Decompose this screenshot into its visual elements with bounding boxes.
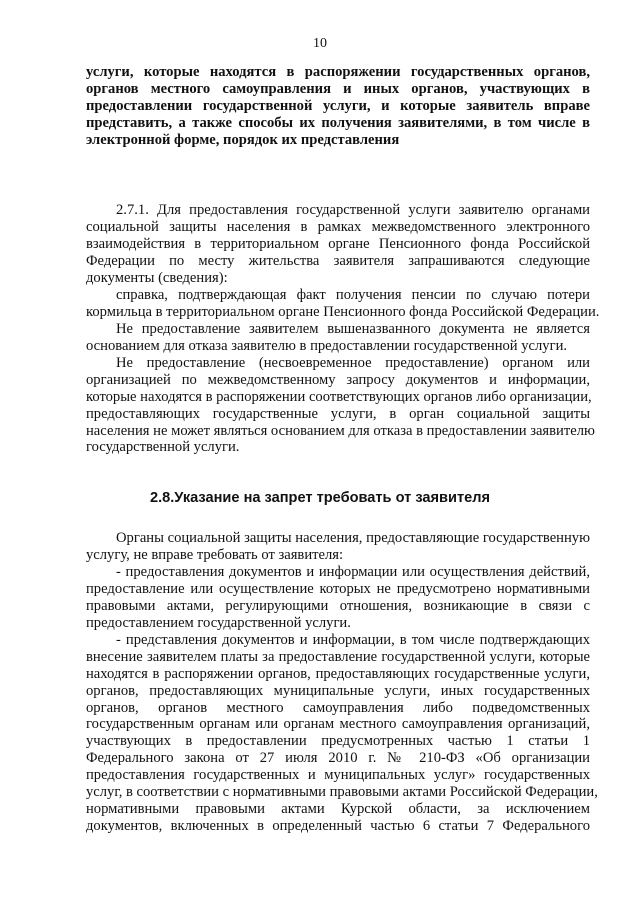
text-line: взаимодействия в территориальном органе Пенсионного фонда Российской: [86, 235, 590, 252]
text-line: нормативными правовыми актами Курской области, за исключением: [86, 800, 590, 817]
list-item-2-8-2: [86, 632, 598, 835]
text-line: органов местного самоуправления и иных органов, участвующих в: [86, 80, 590, 97]
text-line: предоставляющих государственные услуги, в орган социальной защиты: [86, 405, 590, 422]
section-heading-2-8: 2.8.Указание на запрет требовать от заявителя: [149, 490, 491, 506]
text-line: услуги, которые находятся в распоряжении государственных органов,: [86, 64, 590, 80]
text-line: представить, а также способы их получения заявителями, в том числе в: [86, 114, 590, 131]
text-line: документов, включенных в определенный частью 6 статьи 7 Федерального: [86, 817, 590, 834]
text-line: - предоставления документов и информации или осуществления действий,: [116, 564, 590, 580]
text-line: организацией по межведомственному запросу документов и информации,: [86, 371, 590, 388]
text-line: Органы социальной защиты населения, предоставляющие государственную: [116, 530, 590, 546]
text-line: основанием для отказа заявителю в предоставлении государственной услуги.: [86, 337, 568, 354]
text-line: социальной защиты населения в рамках межведомственного электронного: [86, 218, 590, 235]
text-line: Не предоставление заявителем вышеназванного документа не является: [116, 321, 590, 337]
paragraph-not-grounds-1: [86, 321, 590, 355]
paragraph-required-document: [86, 287, 600, 321]
text-line: Федерального закона от 27 июля 2010 г. № 210-ФЗ «Об организации: [86, 750, 590, 767]
text-line: предоставлении государственной услуги, и которые заявитель вправе: [86, 97, 590, 114]
text-line: правовыми актами, регулирующими отношения, возникающие в связи с: [86, 597, 590, 614]
list-item-2-8-1: [86, 564, 590, 632]
text-line: предоставление или осуществление которых не предусмотрено нормативными: [86, 580, 590, 597]
text-line: внесение заявителем платы за предоставление государственной услуги, которые: [86, 648, 590, 665]
text-line: 2.7.1. Для предоставления государственной услуги заявителю органами: [116, 202, 590, 218]
paragraph-2-7-1: [86, 202, 590, 286]
text-line: Не предоставление (несвоевременное предоставление) органом или: [116, 355, 590, 371]
text-line: находятся в распоряжении органов, предоставляющих государственные услуги,: [86, 665, 590, 682]
text-line: электронной форме, порядок их представления: [86, 131, 400, 148]
text-line: органов, органов местного самоуправления либо подведомственных: [86, 699, 590, 716]
text-line: участвующих в предоставлении предусмотренных частью 1 статьи 1: [86, 733, 590, 750]
text-line: услуг, в соответствии с нормативными правовыми актами Российской Федерации,: [86, 784, 598, 801]
text-line: органов, предоставляющих муниципальные услуги, иных государственных: [86, 682, 590, 699]
text-line: справка, подтверждающая факт получения пенсии по случаю потери: [116, 287, 590, 303]
text-line: документы (сведения):: [86, 269, 228, 286]
section-title-continuation: [86, 64, 590, 148]
text-line: кормильца в территориальном органе Пенсионного фонда Российской Федерации.: [86, 303, 600, 320]
text-line: государственным органам или органам местного самоуправления организаций,: [86, 716, 590, 733]
text-line: - представления документов и информации, в том числе подтверждающих: [116, 632, 590, 648]
text-line: Федерации по месту жительства заявителя запрашиваются следующие: [86, 252, 590, 269]
paragraph-not-grounds-2: [86, 355, 595, 456]
paragraph-2-8-intro: [86, 530, 590, 564]
text-line: услугу, не вправе требовать от заявителя:: [86, 546, 344, 563]
text-line: которые находятся в распоряжении соответствующих органов либо организации,: [86, 388, 592, 405]
text-line: предоставления государственных и муниципальных услуг» государственных: [86, 767, 590, 784]
text-line: предоставлением государственной услуги.: [86, 614, 351, 631]
page-number: 10: [313, 36, 327, 51]
text-line: государственной услуги.: [86, 439, 240, 456]
text-line: населения не может являться основанием для отказа в предоставлении заявителю: [86, 422, 595, 439]
